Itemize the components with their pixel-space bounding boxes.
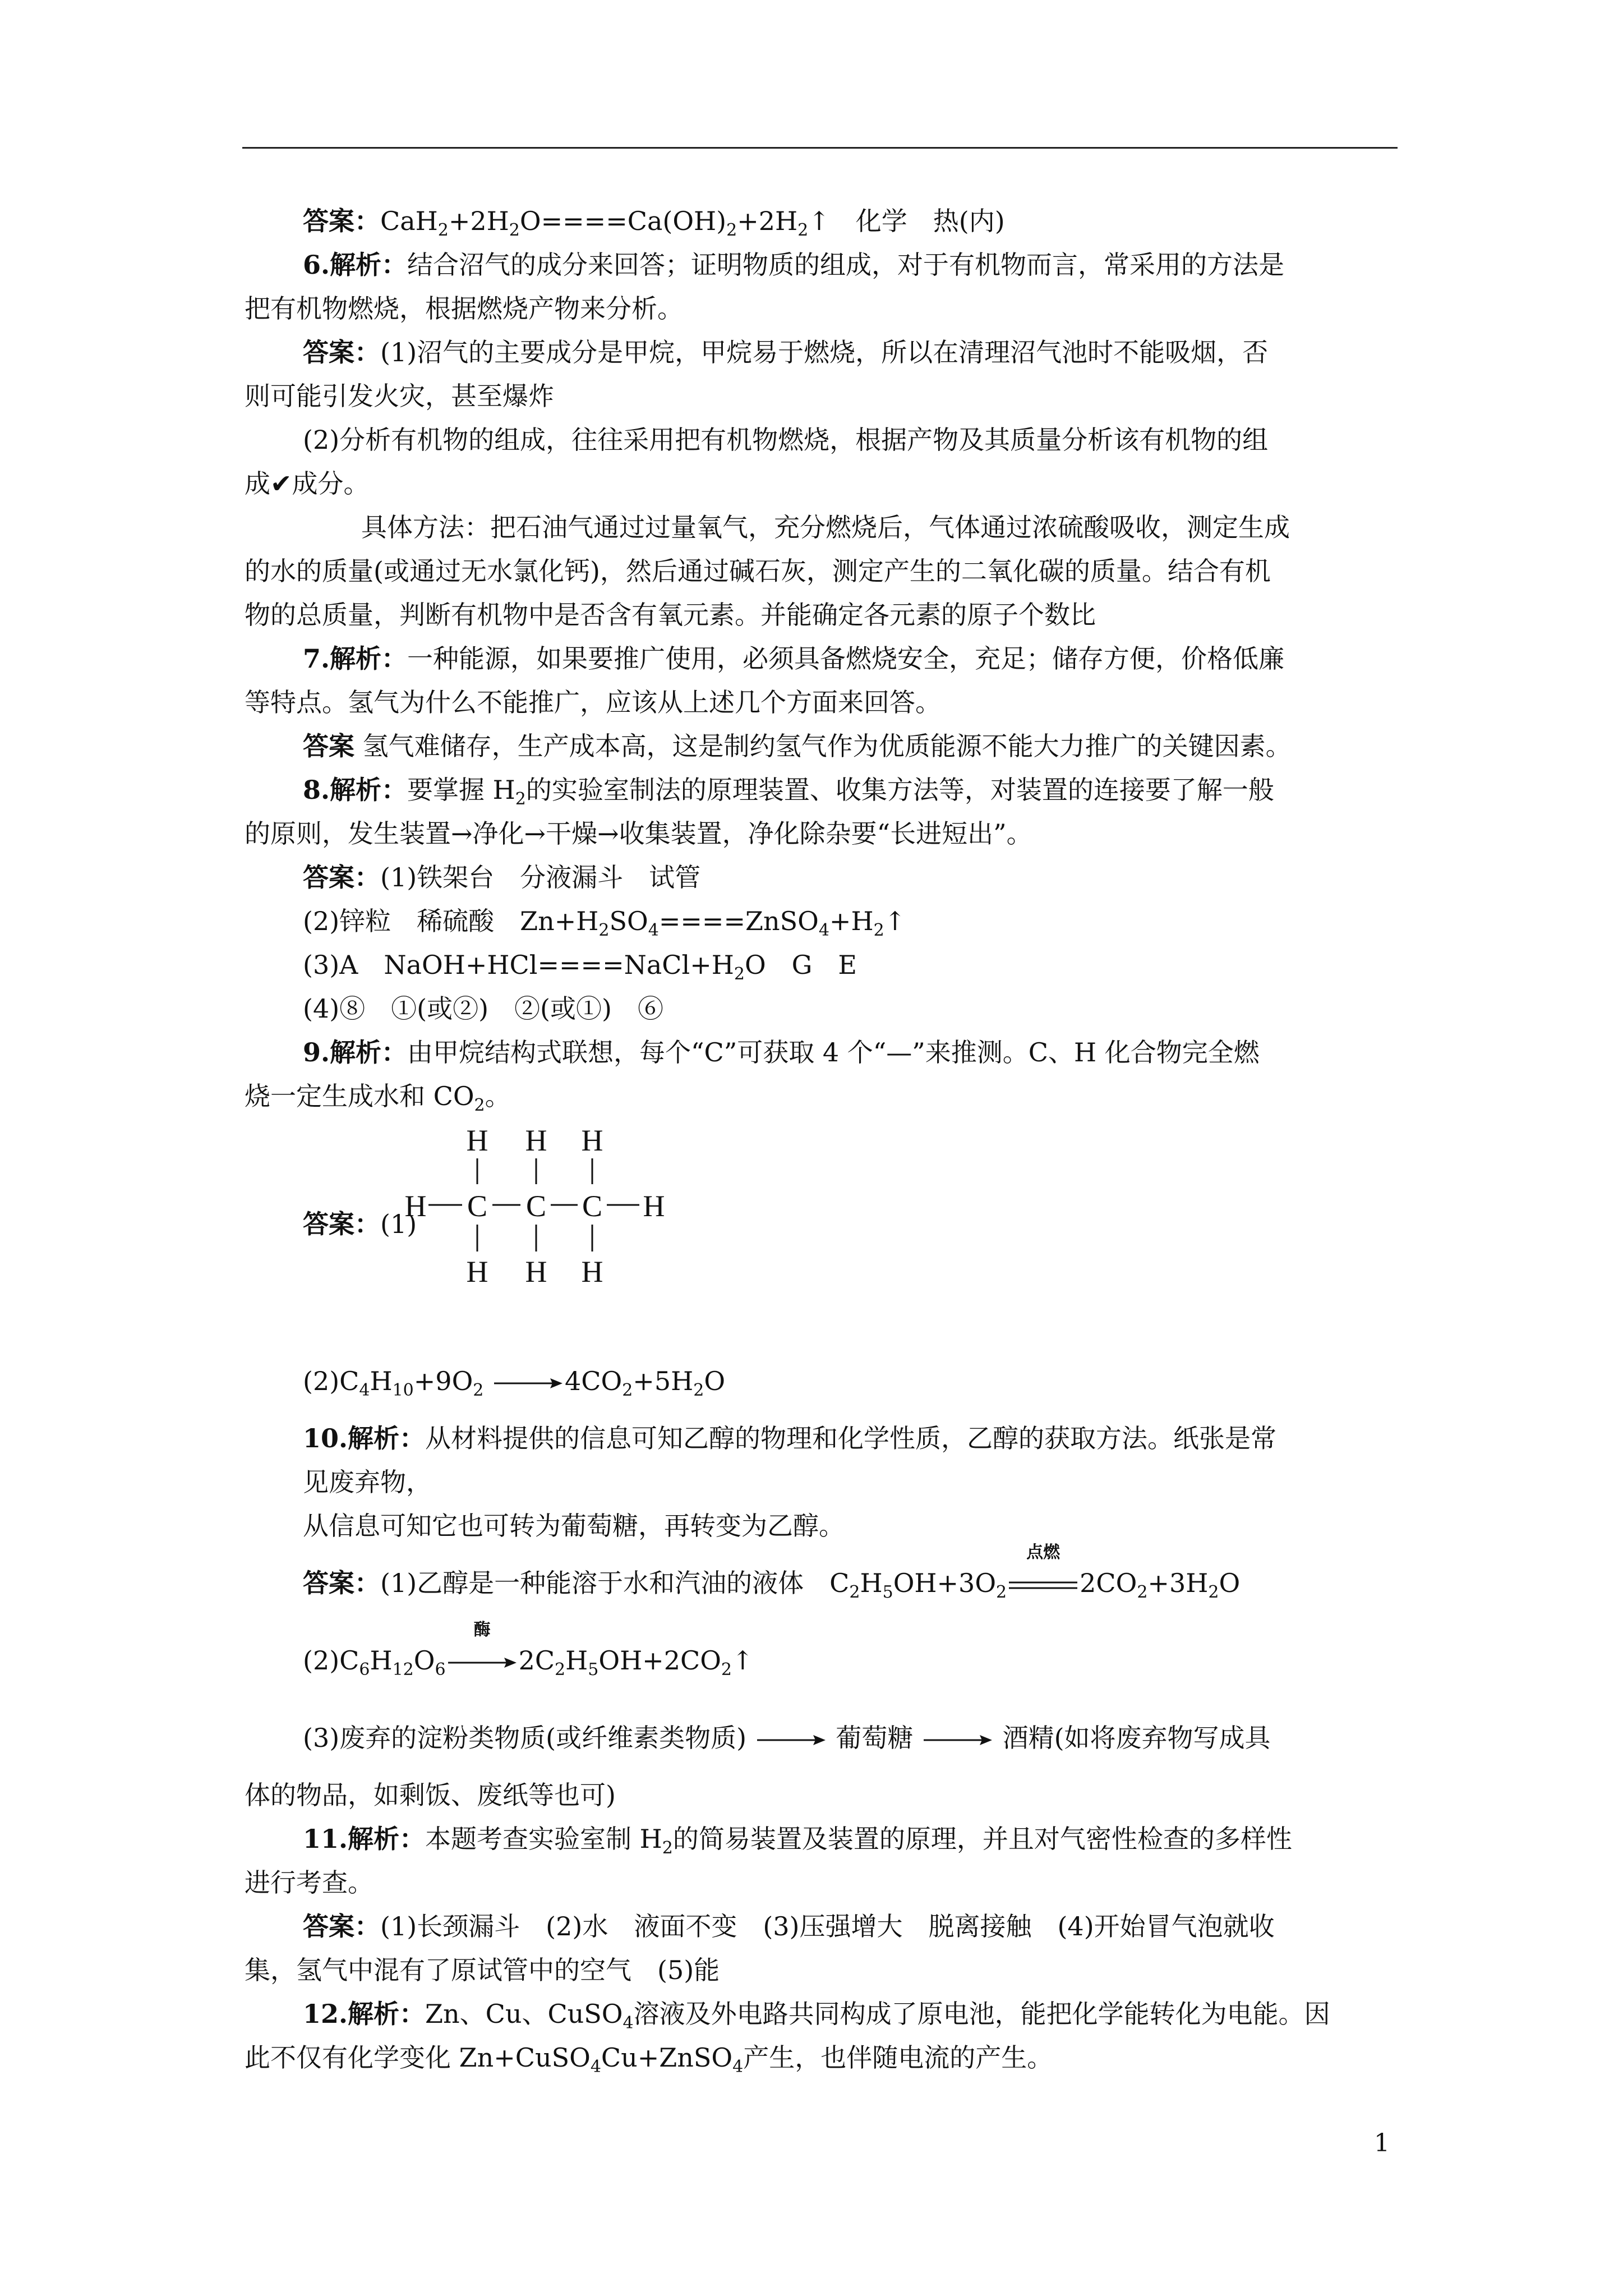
q10-answer-3-cont: 体的物品，如剩饭、废纸等也可) <box>245 1780 616 1810</box>
q10-analysis-cont2: 从信息可知它也可转为葡萄糖，再转变为乙醇。 <box>303 1511 845 1541</box>
atom-h-top-3: H <box>581 1124 603 1157</box>
answer-content <box>245 199 1400 2079</box>
atom-c-3: C <box>582 1189 603 1223</box>
q9-answer-2: $(2)C_4H_{10}+9O_2$ $4CO_2+5H_2O$ <box>303 1366 726 1400</box>
q5-answer: 答案：$CaH_2+2H_2O====Ca(OH)_2+2H_2↑$ 化学 热(内) <box>303 206 1005 240</box>
reaction-arrow <box>492 1375 565 1392</box>
propane-structure-row <box>245 1118 1400 1359</box>
page-number: 1 <box>1374 2129 1390 2157</box>
q8-answer-1: 答案：(1)铁架台 分液漏斗 试管 <box>303 862 701 892</box>
atom-h-top-1: H <box>466 1124 488 1157</box>
q10-answer-2: $(2)C_6H_{12}O_6$ 酶 $2C_2H_5OH+2CO_2↑$ <box>245 1639 1400 1682</box>
q7-answer: 答案 氢气难储存，生产成本高，这是制约氢气作为优质能源不能大力推广的关键因素。 <box>303 731 1292 761</box>
atom-h-bottom-3: H <box>581 1255 603 1286</box>
q9-analysis-cont: 烧一定生成水和 $CO_2$。 <box>245 1081 511 1115</box>
enzyme-condition <box>446 1620 519 1682</box>
q6-method: 具体方法：把石油气通过过量氧气，充分燃烧后，气体通过浓硫酸吸收，测定生成 <box>361 512 1290 542</box>
ignition-label: 点燃 <box>1026 1543 1061 1562</box>
q6-answer-1: 答案：(1)沼气的主要成分是甲烷，甲烷易于燃烧，所以在清理沼气池时不能吸烟，否 <box>303 337 1269 367</box>
header-rule <box>242 147 1398 149</box>
atom-h-bottom-2: H <box>525 1255 547 1286</box>
atom-h-bottom-1: H <box>466 1255 488 1286</box>
enzyme-label: 酶 <box>473 1620 491 1640</box>
ignition-condition <box>1007 1543 1080 1605</box>
q12-analysis: 12.解析：Zn、Cu、CuSO$_4$溶液及外电路共同构成了原电池，能把化学能转化为电能。因 <box>303 1999 1330 2033</box>
q10-answer-3: (3)废弃的淀粉类物质(或纤维素类物质) 葡萄糖 酒精(如将废弃物写成具 <box>303 1723 1271 1753</box>
q6-answer-2-cont: 成✔成分。 <box>245 468 370 499</box>
q10-analysis-cont: 见废弃物， <box>303 1467 432 1497</box>
q6-answer-2: (2)分析有机物的组成，往往采用把有机物燃烧，根据产物及其质量分析该有机物的组 <box>303 425 1269 455</box>
q6-analysis: 6.解析：结合沼气的成分来回答；证明物质的组成，对于有机物而言，常采用的方法是 <box>303 250 1285 280</box>
q8-analysis-cont: 的原则，发生装置→净化→干燥→收集装置，净化除杂要“长进短出”。 <box>245 818 1032 849</box>
q11-answer-cont: 集，氢气中混有了原试管中的空气 (5)能 <box>245 1955 720 1985</box>
q8-analysis: 8.解析：要掌握 $H_2$的实验室制法的原理装置、收集方法等，对装置的连接要了解一般 <box>303 775 1274 809</box>
double-line-equals <box>1007 1577 1080 1594</box>
q10-analysis: 10.解析：从材料提供的信息可知乙醇的物理和化学性质，乙醇的获取方法。纸张是常 <box>303 1423 1277 1453</box>
q12-analysis-cont: 此不仅有化学变化 Zn+CuSO$_4$Cu+ZnSO$_4$产生，也伴随电流的产生。 <box>245 2042 1053 2077</box>
atom-h-top-2: H <box>525 1124 547 1157</box>
reaction-arrow <box>921 1732 994 1749</box>
q9-analysis: 9.解析：由甲烷结构式联想，每个“C”可获取 4 个“—”来推测。C、H 化合物完全燃 <box>303 1037 1260 1068</box>
atom-c-2: C <box>525 1189 547 1223</box>
atom-c-1: C <box>467 1189 488 1223</box>
atom-h-left: H <box>404 1189 427 1223</box>
q11-answer: 答案：(1)长颈漏斗 (2)水 液面不变 (3)压强增大 脱离接触 (4)开始冒气泡就收 <box>303 1911 1275 1941</box>
q7-analysis: 7.解析：一种能源，如果要推广使用，必须具备燃烧安全，充足；储存方便，价格低廉 <box>303 643 1285 674</box>
q8-answer-3: (3)A $NaOH+HCl====NaCl+H_2O$ G E <box>303 950 857 984</box>
q7-analysis-cont: 等特点。氢气为什么不能推广，应该从上述几个方面来回答。 <box>245 687 941 717</box>
q10-answer-1: 答案：(1)乙醇是一种能溶于水和汽油的液体 $C_2H_5OH+3O_2$ 点燃 $2CO_2+3H_2O$ <box>245 1561 1400 1605</box>
q6-answer-1-cont: 则可能引发火灾，甚至爆炸 <box>245 381 554 411</box>
q8-answer-4: (4)⑧ ①(或②) ②(或①) ⑥ <box>303 993 663 1024</box>
q11-analysis-cont: 进行考查。 <box>245 1867 374 1898</box>
q11-analysis: 11.解析：本题考查实验室制 $H_2$的简易装置及装置的原理，并且对气密性检查的多样性 <box>303 1824 1292 1858</box>
q8-answer-2: (2)锌粒 稀硫酸 $Zn+H_2SO_4====ZnSO_4+H_2↑$ <box>303 906 906 940</box>
q6-method-cont: 的水的质量(或通过无水氯化钙)，然后通过碱石灰，测定产生的二氧化碳的质量。结合有机 <box>245 556 1271 586</box>
propane-structural-formula <box>402 1118 704 1286</box>
reaction-arrow <box>446 1654 519 1671</box>
q6-method-cont2: 物的总质量，判断有机物中是否含有氧元素。并能确定各元素的原子个数比 <box>245 600 1096 630</box>
reaction-arrow <box>755 1732 828 1749</box>
q9-answer-1-label: 答案：(1) <box>303 1209 417 1239</box>
atom-h-right: H <box>643 1189 665 1223</box>
q6-analysis-cont: 把有机物燃烧，根据燃烧产物来分析。 <box>245 293 683 324</box>
